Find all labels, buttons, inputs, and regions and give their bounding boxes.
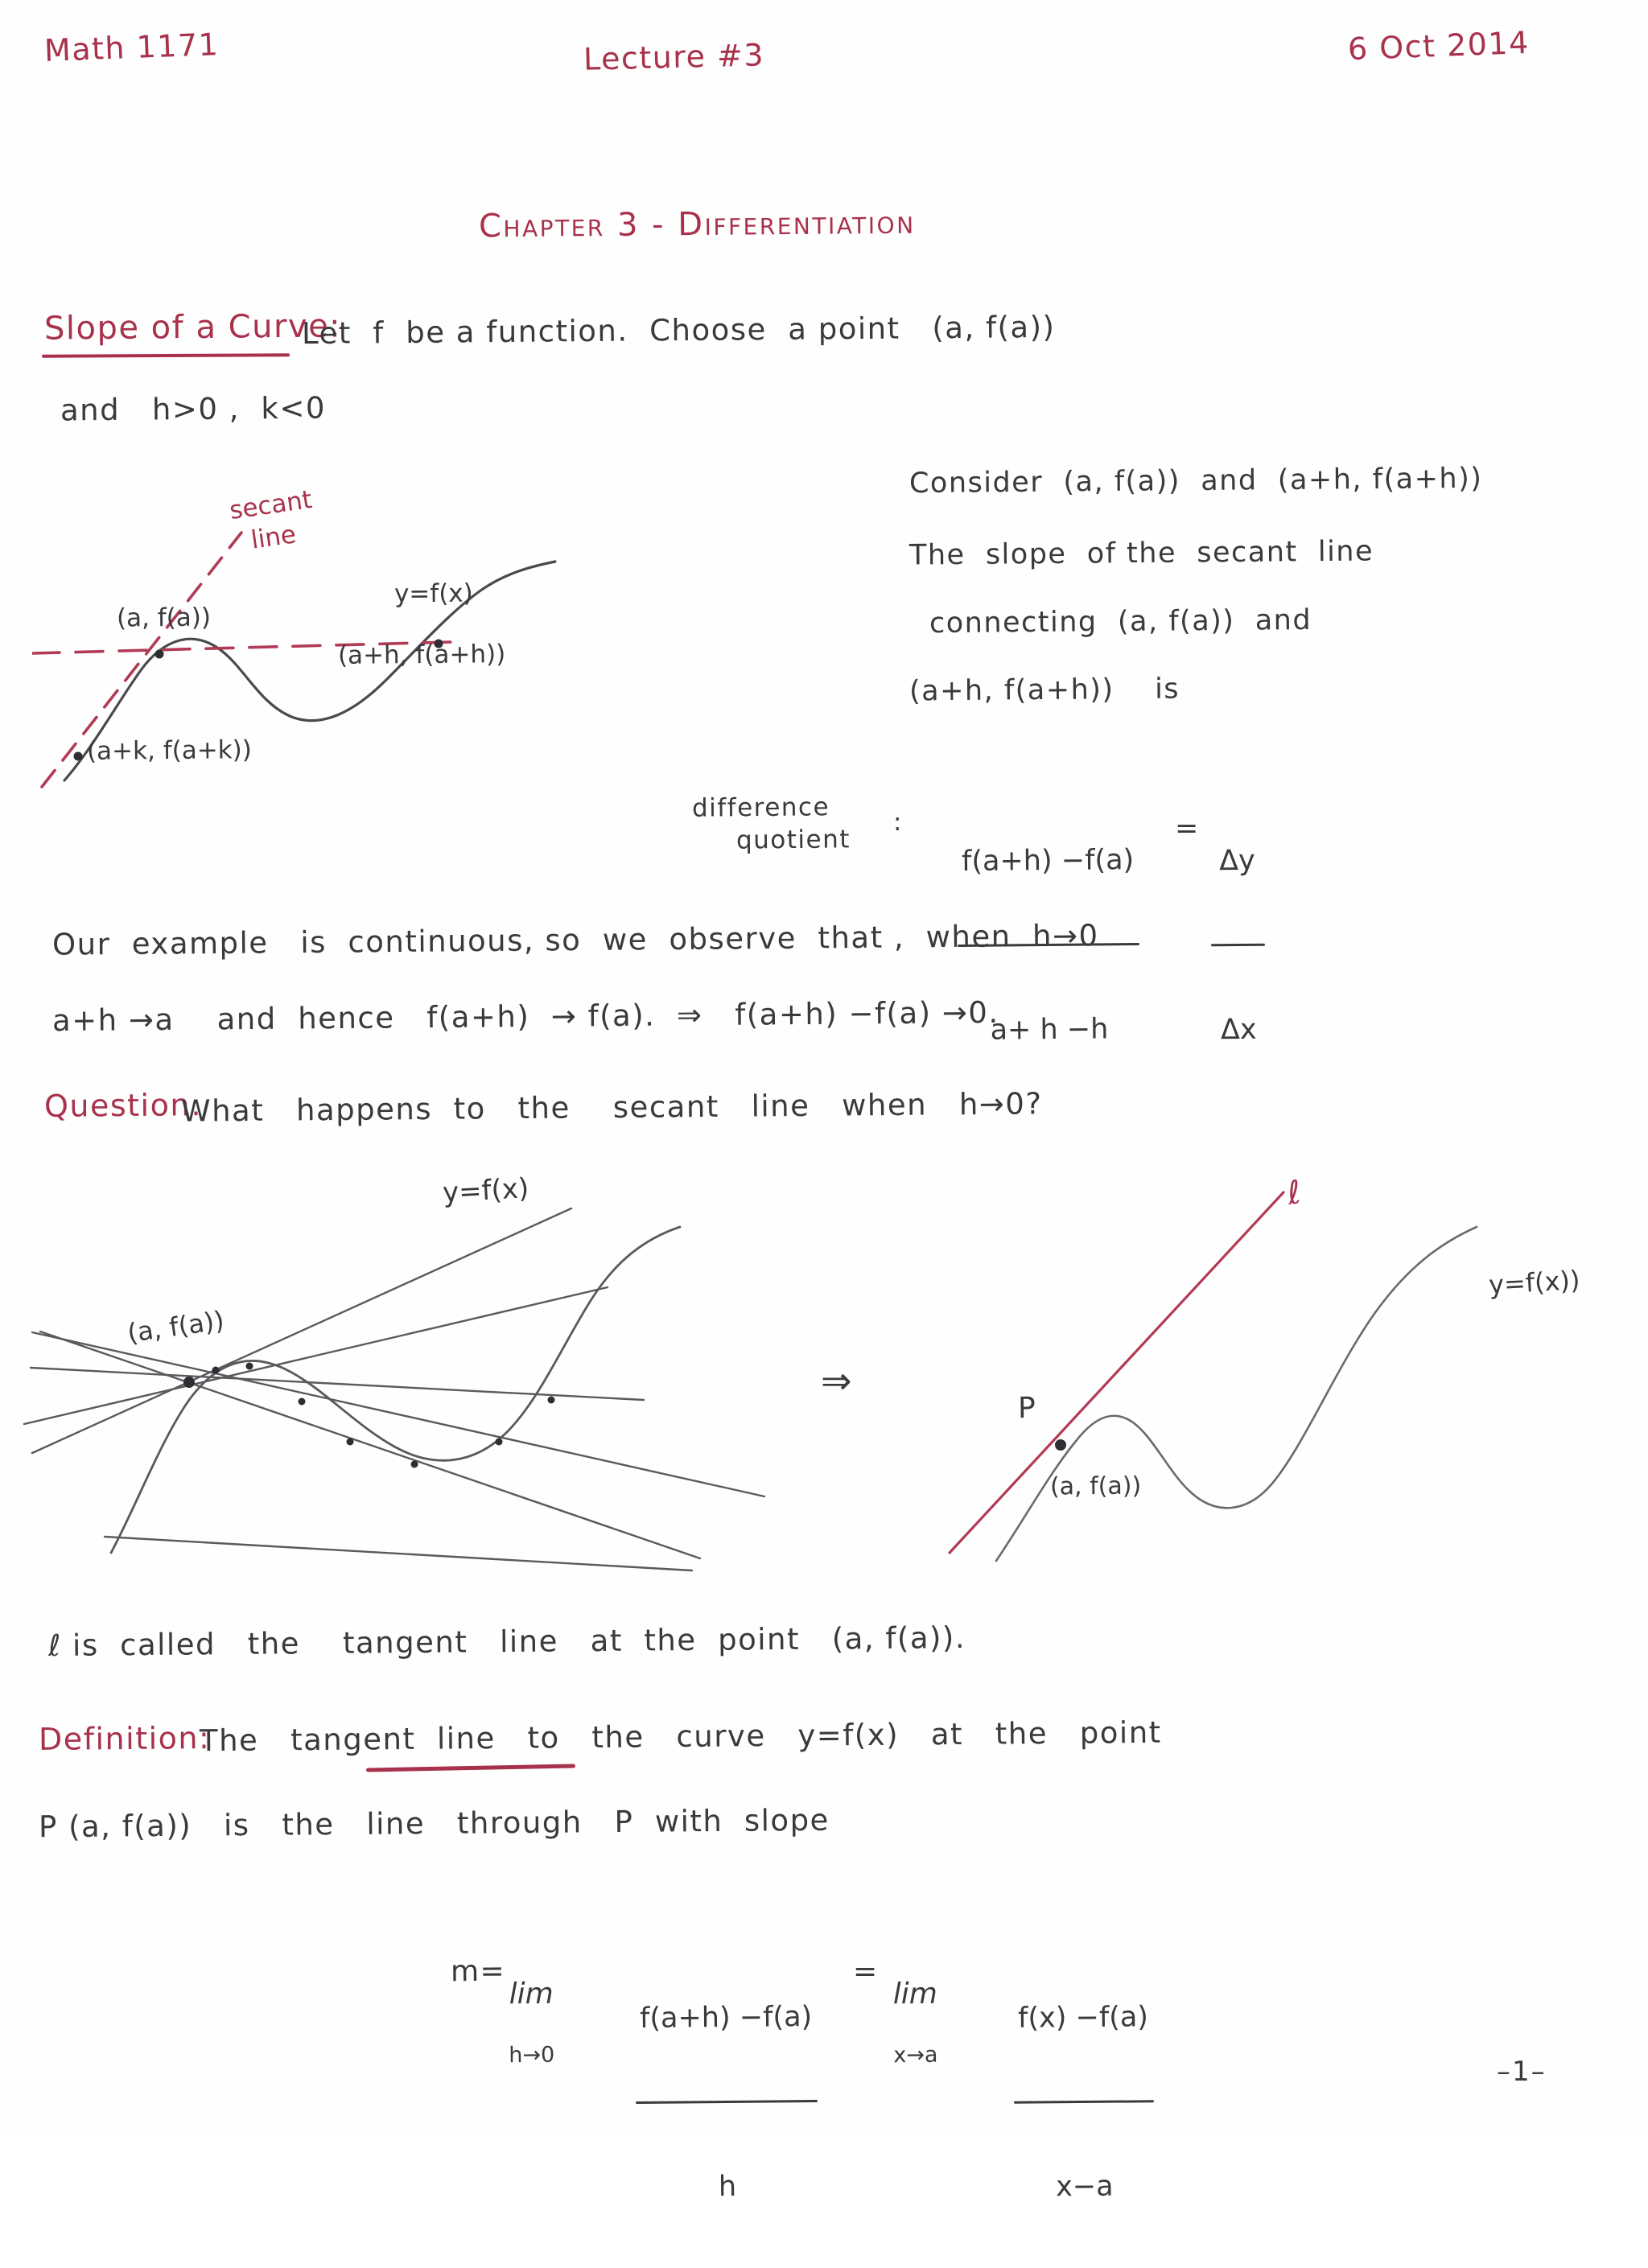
secant-ray-4: [32, 1332, 764, 1496]
limit-operator-x: [892, 1947, 938, 2098]
figure-secant-line: [32, 483, 861, 788]
fan-label-curve: y=f(x): [441, 1172, 530, 1209]
right-column-line-1: Consider (a, f(a)) and (a+h, f(a+h)): [908, 462, 1483, 500]
definition-text-line-2: P (a, f(a)) is the line through P with slope: [38, 1802, 830, 1845]
implies-arrow-icon: ⇒: [821, 1359, 854, 1402]
fan-intersection-4: [347, 1439, 354, 1446]
fan-intersection-7: [548, 1397, 555, 1404]
limit-frac1-bar: [636, 2100, 818, 2104]
right-column-line-2: The slope of the secant line: [908, 535, 1374, 572]
lecture-number: Lecture #3: [583, 37, 765, 77]
secant-ray-3: [31, 1368, 644, 1400]
question-text: What happens to the secant line when h→0?: [180, 1086, 1043, 1129]
limit-fraction-1: [634, 1937, 819, 2268]
lim-op-1: lim: [509, 1977, 554, 2011]
lim-sub-2: x→a: [893, 2042, 938, 2068]
fan-point-a-marker: [183, 1377, 195, 1388]
definition-term-underline: [366, 1764, 575, 1772]
secant-ray-5: [40, 1332, 700, 1558]
right-column-line-4: (a+h, f(a+h)) is: [908, 673, 1180, 708]
tangent-diagram-svg: [853, 1150, 1642, 1577]
label-curve-equation: y=f(x): [393, 578, 473, 609]
section-heading-underline: [42, 353, 290, 358]
label-point-a: (a, f(a)): [116, 603, 212, 633]
tangent-line-label-l: ℓ: [1284, 1174, 1304, 1212]
delta-y: Δy: [1218, 844, 1255, 878]
question-label: Question:: [43, 1087, 203, 1124]
lim-op-2: lim: [892, 1977, 937, 2011]
point-a-marker: [155, 650, 164, 659]
figure-secant-fan: [8, 1159, 821, 1577]
label-P: P: [1017, 1391, 1036, 1426]
function-curve-tangent: [996, 1227, 1477, 1561]
fan-intersection-5: [411, 1461, 418, 1468]
limit-equals-sign: =: [853, 1955, 879, 1988]
lim-sub-1: h→0: [509, 2042, 555, 2068]
limit-operator-h: [508, 1947, 555, 2098]
right-column-line-3: connecting (a, f(a)) and: [929, 603, 1312, 640]
fan-diagram-svg: [8, 1159, 821, 1577]
slope-definition-text: Let f be a function. Choose a point (a, f(a)): [301, 309, 1056, 352]
label-point-a-plus-k: (a+k, f(a+k)): [86, 735, 253, 766]
secant-ray-1: [32, 1208, 571, 1453]
secant-ray-6: [105, 1537, 692, 1570]
tangent-line-conclusion: ℓ is called the tangent line at the point (a, f(a)).: [47, 1620, 966, 1663]
delta-y-over-delta-x: [1209, 780, 1266, 1111]
fan-intersection-3: [299, 1398, 306, 1406]
delta-x: Δx: [1220, 1013, 1257, 1047]
difference-quotient-label-1: difference: [691, 792, 830, 823]
limit-frac1-numerator: f(a+h) −f(a): [639, 2001, 813, 2035]
dydx-fraction-bar: [1211, 944, 1265, 947]
secant-label-line2: line: [249, 520, 299, 555]
definition-text-line-1: The tangent line to the curve y=f(x) at the point: [199, 1714, 1162, 1759]
difference-quotient-colon: :: [893, 808, 903, 837]
chapter-title: Chapter 3 - Differentiation: [478, 204, 916, 245]
section-heading-slope: Slope of a Curve:: [43, 307, 342, 348]
limit-fraction-2: [1012, 1937, 1155, 2268]
fan-intersection-1: [212, 1367, 220, 1374]
continuity-paragraph-line-1: Our example is continuous, so we observe that , when h→0: [52, 918, 1099, 962]
course-code: Math 1171: [43, 27, 220, 68]
point-a-plus-k-marker: [74, 752, 83, 761]
point-P-marker: [1055, 1439, 1066, 1451]
limit-frac2-bar: [1014, 2100, 1154, 2104]
dq-denominator: a+ h −h: [990, 1013, 1109, 1047]
figure-tangent-line: [853, 1150, 1642, 1577]
continuity-paragraph-line-2: a+h →a and hence f(a+h) → f(a). ⇒ f(a+h) −f(a) →0.: [52, 994, 999, 1039]
difference-quotient-label-2: quotient: [735, 825, 851, 855]
dq-equals-sign: =: [1175, 813, 1199, 845]
function-curve-fan: [111, 1227, 680, 1553]
secant-label-line1: secant: [227, 485, 315, 525]
dq-numerator: f(a+h) −f(a): [961, 844, 1135, 878]
fan-label-point-a: (a, f(a)): [125, 1304, 226, 1349]
lecture-date: 6 Oct 2014: [1347, 24, 1531, 68]
limit-frac2-denominator: x−a: [1055, 2170, 1114, 2204]
definition-label: Definition:: [38, 1720, 211, 1757]
tangent-figure-curve-label: y=f(x)): [1488, 1264, 1581, 1301]
h-k-conditions-text: and h>0 , k<0: [60, 390, 327, 428]
fan-intersection-6: [496, 1439, 503, 1446]
label-point-a-plus-h: (a+h, f(a+h)): [337, 640, 506, 670]
limit-frac1-denominator: h: [718, 2170, 737, 2204]
m-equals: m=: [450, 1954, 506, 1989]
limit-frac2-numerator: f(x) −f(a): [1017, 2001, 1149, 2035]
fan-intersection-2: [246, 1363, 253, 1370]
page-number: –1–: [1497, 2056, 1547, 2088]
label-P-coordinates: (a, f(a)): [1049, 1472, 1142, 1501]
